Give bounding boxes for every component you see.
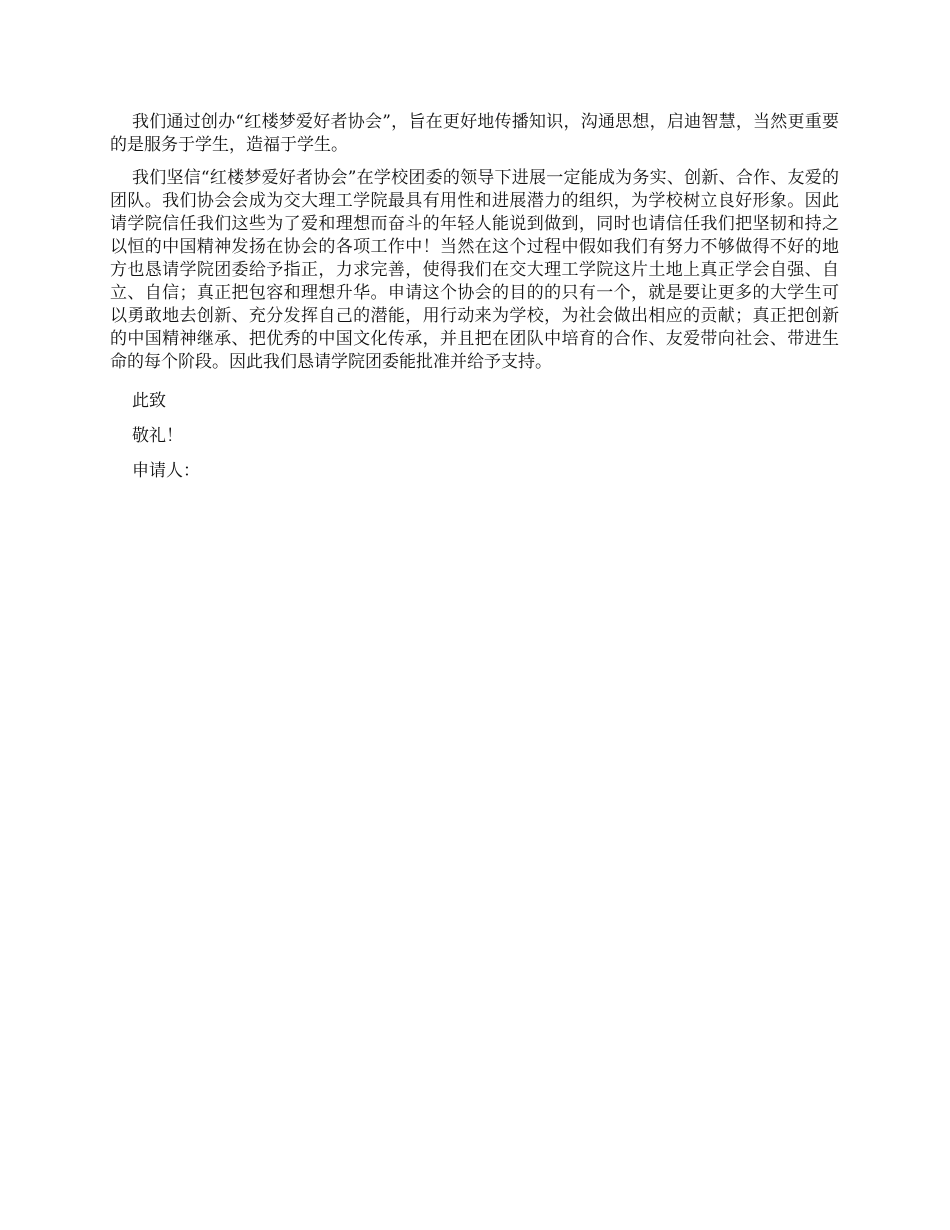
salutation: 此致: [132, 391, 166, 411]
regards: 敬礼！: [132, 426, 183, 446]
applicant-label: 申请人：: [132, 461, 200, 481]
document-body: [110, 111, 839, 495]
paragraph-belief: 我们坚信“红楼梦爱好者协会”在学校团委的领导下进展一定能成为务实、创新、合作、友爱的团队。我们协会会成为交大理工学院最具有用性和进展潜力的组织，为学校树立良好形象。因此请学院信任我们这些为了爱和理想而奋斗的年轻人能说到做到，同时也请信任我们把坚韧和持之以恒的中国精神发扬在协会的各项工作中！当然在这个过程中假如我们有努力不够做得不好的地方也恳请学院团委给予指正，力求完善，使得我们在交大理工学院这片土地上真正学会自强、自立、自信；真正把包容和理想升华。申请这个协会的目的的只有一个，就是要让更多的大学生可以勇敢地去创新、充分发挥自己的潜能，用行动来为学校，为社会做出相应的贡献；真正把创新的中国精神继承、把优秀的中国文化传承，并且把在团队中培育的合作、友爱带向社会、带进生命的每个阶段。因此我们恳请学院团委能批准并给予支持。: [110, 168, 839, 372]
paragraph-purpose: 我们通过创办“红楼梦爱好者协会”，旨在更好地传播知识，沟通思想，启迪智慧，当然更重要的是服务于学生，造福于学生。: [110, 112, 839, 155]
